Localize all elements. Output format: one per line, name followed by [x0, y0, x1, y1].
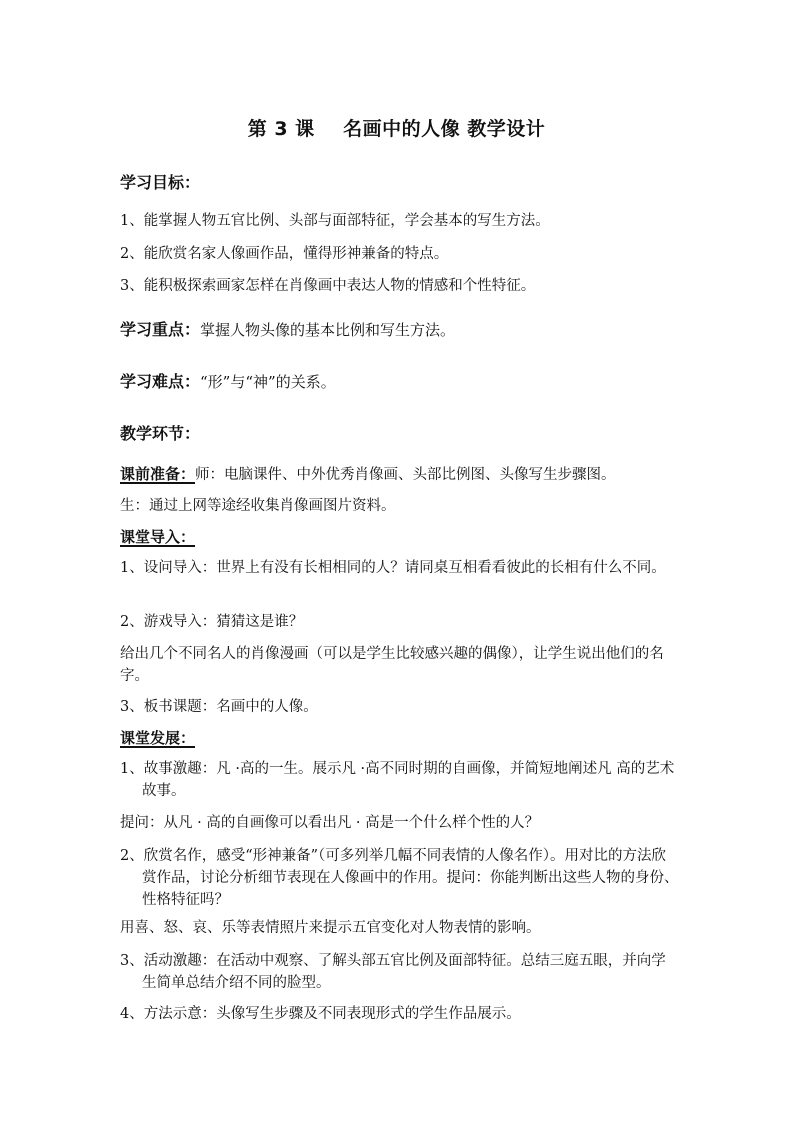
objective-item-2: 2、能欣赏名家人像画作品，懂得形神兼备的特点。: [120, 246, 449, 262]
development-item-3: 2、欣赏名作，感受“形神兼备”（可多列举几幅不同表情的人像名作）。用对比的方法欣赏作品，讨论分析细节表现在人像画中的作用。提问：你能判断出这些人物的身份、性格特征吗？: [120, 848, 679, 908]
intro-section: [120, 526, 680, 549]
development-item-6: 4、方法示意：头像写生步骤及不同表现形式的学生作品展示。: [120, 1006, 521, 1022]
preparation-teacher: [120, 463, 680, 486]
intro-item-2: 2、游戏导入：猜猜这是谁？: [120, 614, 304, 630]
objective-item-3: 3、能积极探索画家怎样在肖像画中表达人物的情感和个性特征。: [120, 278, 536, 294]
objectives-heading: 学习目标：: [120, 173, 201, 192]
preparation-student: 生：通过上网等途经收集肖像画图片资料。: [120, 498, 396, 514]
steps-heading: 教学环节：: [120, 424, 201, 443]
development-label: 课堂发展：: [120, 729, 196, 747]
development-section: [120, 727, 680, 750]
development-item-1: 1、故事激趣：凡 ·高的一生。展示凡 ·高不同时期的自画像，并简短地阐述凡 高的艺术故事。: [120, 761, 675, 799]
development-item-4: 用喜、怒、哀、乐等表情照片来提示五官变化对人物表情的影响。: [120, 920, 541, 936]
document-title: 第 3 课 名画中的人像 教学设计: [247, 118, 546, 140]
intro-item-1: 1、设问导入：世界上有没有长相相同的人？请同桌互相看看彼此的长相有什么不同。: [120, 560, 666, 576]
intro-label: 课堂导入：: [120, 528, 196, 546]
difficulty-text: “形”与“神”的关系。: [200, 373, 336, 391]
preparation-label: 课前准备：: [120, 465, 196, 483]
difficulty-label: 学习难点：: [120, 372, 201, 391]
development-item-2: 提问：从凡 · 高的自画像可以看出凡 · 高是一个什么样个性的人？: [120, 815, 540, 831]
key-point-label: 学习重点：: [120, 320, 201, 339]
development-item-5: 3、活动激趣：在活动中观察、了解头部五官比例及面部特征。总结三庭五眼，并向学生简单总结介绍不同的脸型。: [120, 953, 666, 991]
objective-item-1: 1、能掌握人物五官比例、头部与面部特征，学会基本的写生方法。: [120, 213, 550, 229]
key-point: [120, 317, 455, 340]
key-point-text: 掌握人物头像的基本比例和写生方法。: [200, 321, 456, 339]
intro-item-3: 给出几个不同名人的肖像漫画（可以是学生比较感兴趣的偶像），让学生说出他们的名字。: [120, 646, 664, 684]
difficulty: [120, 369, 336, 392]
preparation-teacher-text: 师：电脑课件、中外优秀肖像画、头部比例图、头像写生步骤图。: [195, 467, 616, 483]
intro-item-4: 3、板书课题：名画中的人像。: [120, 699, 318, 715]
